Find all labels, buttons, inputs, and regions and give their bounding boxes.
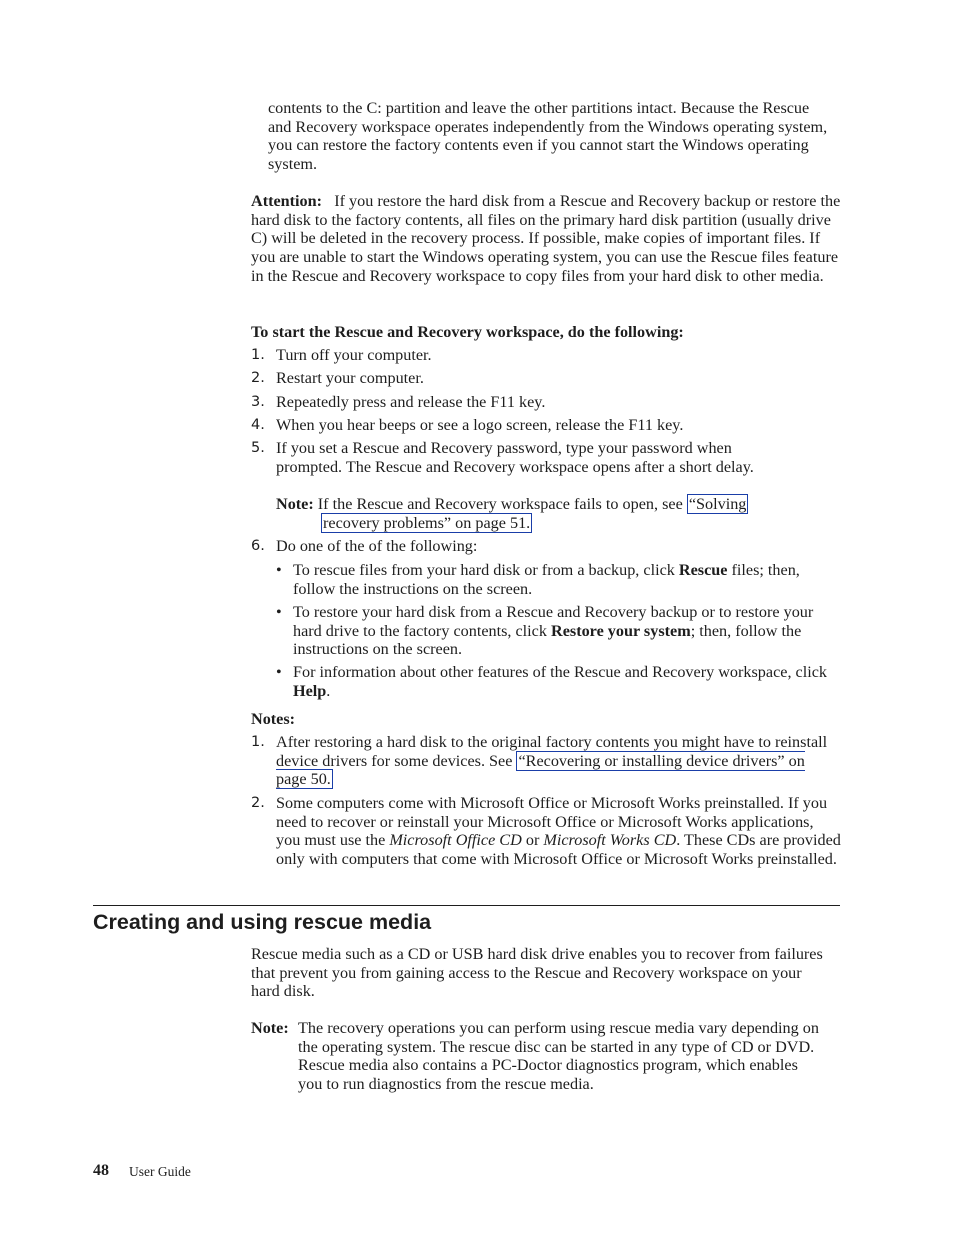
step-2: 2. Restart your computer. xyxy=(251,369,424,387)
section-note-text: The recovery operations you can perform using rescue media vary depending on the operating system. The rescue disc can be started in any type of CD or DVD. Rescue media also contains a PC-Doctor diagnostics program, which enables you to run diagnostics from the rescue media. xyxy=(298,1019,819,1094)
help-ui-label: Help xyxy=(293,681,327,700)
section-body: Rescue media such as a CD or USB hard disk drive enables you to recover from failures that prevent you from gaining access to the Rescue and Recovery workspace on your hard disk. xyxy=(251,945,823,1001)
bullet-rescue-files: • To rescue files from your hard disk or from a backup, click Rescue files; then, follow the instructions on the screen. xyxy=(276,561,800,598)
restore-system-ui-label: Restore your system xyxy=(551,621,691,640)
section-note-label: Note: xyxy=(251,1019,289,1037)
rescue-ui-label: Rescue xyxy=(678,561,728,579)
notes-heading: Notes: xyxy=(251,710,296,728)
note-label: Note: xyxy=(276,495,314,513)
bullet-dot: • xyxy=(276,663,282,681)
step-1: 1. Turn off your computer. xyxy=(251,346,432,364)
step-6: 6. Do one of the of the following: xyxy=(251,537,478,555)
step-5: 5. If you set a Rescue and Recovery password, type your password when prompted. The Rescue and Recovery workspace opens after a short delay. xyxy=(251,439,754,476)
procedure-heading: To start the Rescue and Recovery workspace, do the following: xyxy=(251,323,684,341)
bullet-dot: • xyxy=(276,603,282,621)
recovering-drivers-link[interactable]: “Recovering or installing device drivers” on page 50. xyxy=(276,751,805,789)
step-3: 3. Repeatedly press and release the F11 key. xyxy=(251,393,546,411)
bullet-dot: • xyxy=(276,561,282,579)
notes-item-2: 2. Some computers come with Microsoft Office or Microsoft Works preinstalled. If you need to recover or reinstall your Microsoft Office or Microsoft Works applications, you must use the Microsoft Office CD or Microsoft Works CD. These CDs are provided only with computers that come with Microsoft Office or Microsoft Works preinstalled. xyxy=(251,794,841,869)
solving-recovery-problems-link[interactable]: “Solving xyxy=(688,495,747,513)
bullet-restore-system: • To restore your hard disk from a Rescue and Recovery backup or to restore your hard drive to the factory contents, click Restore your system; then, follow the instructions on the screen. xyxy=(276,603,814,659)
section-note xyxy=(251,1019,826,1094)
solving-recovery-problems-link-cont[interactable]: recovery problems” on page 51. xyxy=(323,513,531,532)
section-title: Creating and using rescue media xyxy=(93,910,432,934)
footer-guide-title: User Guide xyxy=(129,1164,191,1179)
attention-text: If you restore the hard disk from a Rescue and Recovery backup or restore the hard disk to the factory contents, all files on the primary hard disk partition (usually drive C) will be deleted in the recovery process. If possible, make copies of important files. If you are unable to start the Windows operating system, you can use the Rescue files feature in the Rescue and Recovery workspace to copy files from your hard disk to other media. xyxy=(251,192,841,285)
works-cd-title: Microsoft Works CD xyxy=(543,831,677,850)
bullet-help: • For information about other features of the Rescue and Recovery workspace, click Help. xyxy=(276,663,827,700)
step-4: 4. When you hear beeps or see a logo screen, release the F11 key. xyxy=(251,416,684,434)
intro-paragraph: contents to the C: partition and leave the other partitions intact. Because the Rescue and Recovery workspace operates independently from the Windows operating system, you can restore the factory contents even if you cannot start the Windows operating system. xyxy=(268,99,828,174)
step5-note: Note: If the Rescue and Recovery workspace fails to open, see “Solving recovery problems” on page 51. xyxy=(276,495,747,532)
office-cd-title: Microsoft Office CD xyxy=(389,831,522,850)
attention-label: Attention: xyxy=(251,192,323,210)
notes-item-1: 1. After restoring a hard disk to the original factory contents you might have to reinstall device drivers for some devices. See “Recovering or installing device drivers” on page 50. xyxy=(251,733,828,789)
attention-paragraph xyxy=(251,192,843,286)
page-number: 48 xyxy=(93,1162,109,1179)
